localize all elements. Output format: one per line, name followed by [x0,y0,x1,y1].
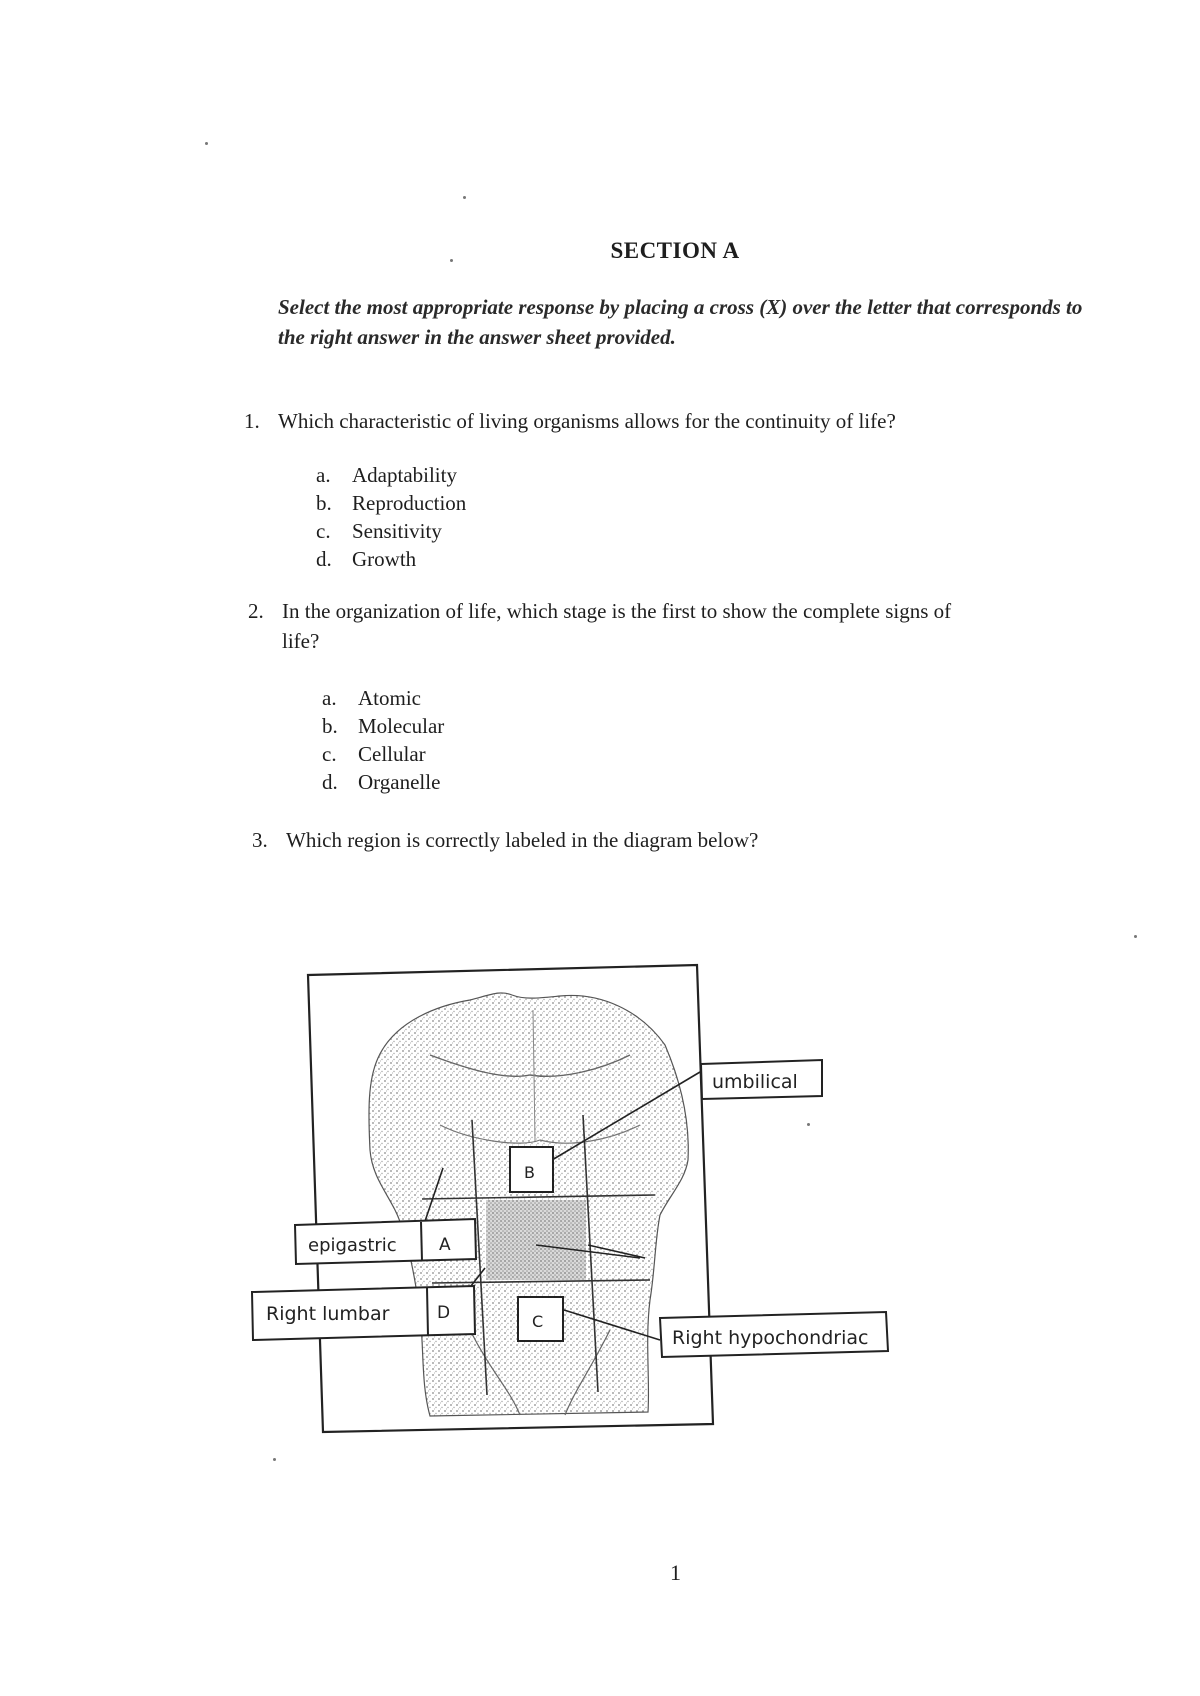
scan-speck [273,1458,276,1461]
letter-b: B [524,1163,535,1182]
right-lumbar-label-box [252,1286,475,1340]
label-right-lumbar: Right lumbar [266,1303,390,1325]
option-letter: c. [322,742,337,766]
option-letter: d. [322,770,338,794]
question-number: 3. [252,828,268,852]
question-text: Which characteristic of living organisms allows for the continuity of life? [278,409,896,433]
option-label: Cellular [358,742,426,766]
option-letter: a. [322,686,337,710]
letter-c: C [532,1312,544,1331]
option-label: Sensitivity [352,519,442,543]
label-right-hypochondriac: Right hypochondriac [672,1327,869,1349]
option-label: Adaptability [352,463,457,487]
question-text-line2: life? [282,629,320,653]
question-text-line1: In the organization of life, which stage is the first to show the complete signs of [282,599,952,623]
letter-a: A [439,1235,451,1255]
option-label: Reproduction [352,491,467,515]
scan-speck [450,259,453,262]
question-number: 2. [248,599,264,623]
question-text: Which region is correctly labeled in the diagram below? [286,828,759,852]
option-letter: b. [322,714,338,738]
label-umbilical: umbilical [712,1071,798,1093]
option-label: Growth [352,547,417,571]
letter-c-box [518,1297,563,1341]
option-letter: c. [316,519,331,543]
right-hypochondriac-label-box [660,1312,888,1357]
umbilical-label-box [701,1060,822,1099]
letter-b-box [510,1147,553,1192]
epigastric-label-box [295,1219,476,1264]
page-number: 1 [670,1560,681,1585]
section-instructions: Select the most appropriate response by placing a cross (X) over the letter that corresponds to the right answer in the answer sheet provided. [278,295,1083,349]
scan-speck [463,196,466,199]
option-label: Molecular [358,714,445,738]
section-title: SECTION A [610,238,740,263]
option-letter: d. [316,547,332,571]
scan-speck [1134,935,1137,938]
option-letter: b. [316,491,332,515]
scan-speck [807,1123,810,1126]
letter-d: D [437,1303,451,1323]
option-letter: a. [316,463,331,487]
option-label: Organelle [358,770,441,794]
option-label: Atomic [358,686,421,710]
question-number: 1. [244,409,260,433]
scan-speck [205,142,208,145]
label-epigastric: epigastric [308,1235,397,1256]
